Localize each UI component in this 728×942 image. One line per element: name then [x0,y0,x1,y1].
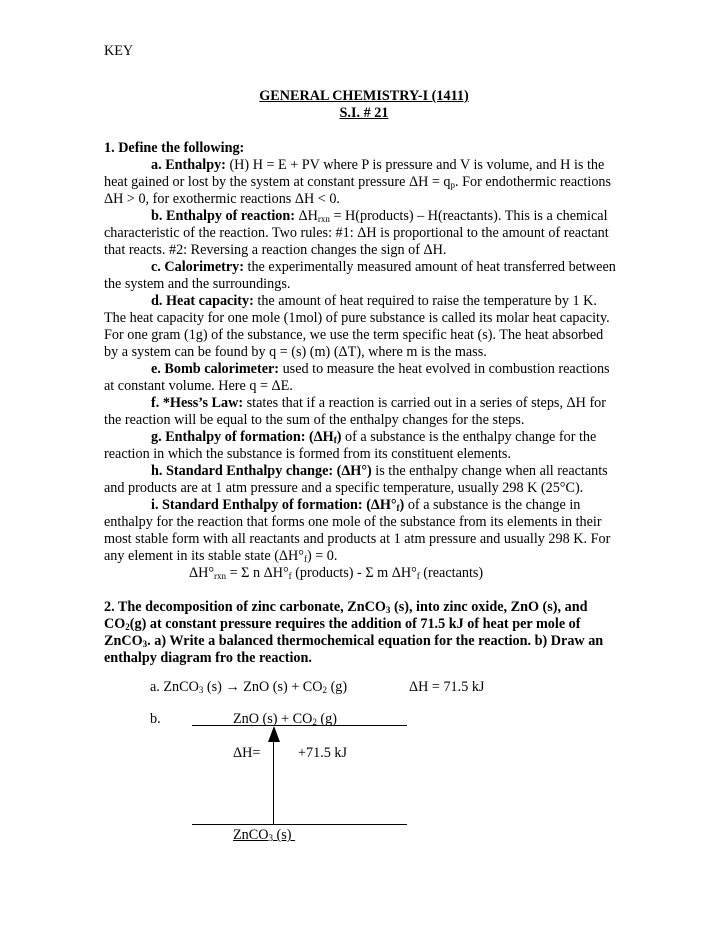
q2-delta-h: ΔH = 71.5 kJ [409,679,485,695]
q2-part-b-label: b. [150,711,161,727]
def-enthalpy-reaction-line2: characteristic of the reaction. Two rules: #1: ΔH is proportional to the amount of reactant [104,225,609,241]
def-enthalpy-line2: heat gained or lost by the system at constant pressure $\Delta H = q_p$. For endothermic reactions [104,174,612,190]
def-bomb-calorimeter-line2: at constant volume. Here q = ΔE. [104,378,293,394]
q2-line4: enthalpy diagram fro the reaction. [104,650,312,666]
def-calorimetry-line2: the system and the surroundings. [104,276,291,292]
diagram-delta-h-label: ΔH= [233,745,261,761]
diagram-delta-h-value: +71.5 kJ [298,745,347,761]
q2-line1: 2. The decomposition of zinc carbonate, ZnCO$_3$ (s), into zinc oxide, ZnO (s), and [104,599,588,615]
def-heat-capacity-line4: by a system can be found by q = (s) (m) (ΔT), where m is the mass. [104,344,487,360]
page-subtitle: S.I. # 21 [339,105,389,121]
def-standard-enthalpy-formation-line3: most stable form with all reactants and products at 1 atm pressure and usually 298 K. For [104,531,611,547]
diagram-bottom-level-label: ZnCO$_3$ (s) [233,827,292,843]
q2-line3: ZnCO$_3$. a) Write a balanced thermochemical equation for the reaction. b) Draw an [104,633,604,649]
def-hess-law-line2: the reaction will be equal to the sum of the enthalpy changes for the steps. [104,412,525,428]
hess-formula: $\Delta H^\circ_{rxn} = \Sigma$ n $\Delta H^\circ_f$ (products) - Σ m $\Delta H^\circ_f$ (reactants) [189,565,484,581]
q2-equation: a. ZnCO$_3$ (s) → ZnO $(s) + CO_2$ (g) [150,679,348,695]
def-standard-enthalpy-formation-line4: any element in its stable state $(\Delta H^\circ_f) = 0$. [104,548,338,564]
diagram-top-level-line [192,725,407,726]
reaction-arrow-icon: → [225,679,240,695]
def-heat-capacity: d. Heat capacity: the amount of heat required to raise the temperature by 1 K. [151,293,597,309]
def-bomb-calorimeter: e. Bomb calorimeter: used to measure the heat evolved in combustion reactions [151,361,610,377]
diagram-top-level-label: ZnO $(s) + CO_2$ (g) [233,711,337,727]
def-heat-capacity-line3: For one gram (1g) of the substance, we use the term specific heat (s). The heat absorbed [104,327,604,343]
q2-line2: $CO_2(g)$ at constant pressure requires the addition of 71.5 kJ of heat per mole of [104,616,581,632]
def-enthalpy-line3: ΔH > 0, for exothermic reactions ΔH < 0. [104,191,340,207]
def-standard-enthalpy-formation: i. Standard Enthalpy of formation: $(\Delta H^\circ_f)$ of a substance is the change in [151,497,581,513]
key-label: KEY [104,43,134,59]
def-enthalpy-reaction-line3: that reacts. #2: Reversing a reaction changes the sign of ΔH. [104,242,447,258]
def-enthalpy-reaction: b. Enthalpy of reaction: $\Delta H_{rxn}$ = H(products) – H(reactants). This is a chemical [151,208,608,224]
def-standard-enthalpy-change-line2: and products are at 1 atm pressure and a specific temperature, usually 298 K (25°C). [104,480,584,496]
def-standard-enthalpy-change: h. Standard Enthalpy change: (ΔH°) is the enthalpy change when all reactants [151,463,608,479]
def-calorimetry: c. Calorimetry: the experimentally measured amount of heat transferred between [151,259,616,275]
def-hess-law: f. *Hess’s Law: states that if a reaction is carried out in a series of steps, ΔH for [151,395,606,411]
def-enthalpy: a. Enthalpy: (H) H = E + PV where P is pressure and V is volume, and H is the [151,157,605,173]
diagram-bottom-level-line [192,824,407,825]
def-enthalpy-formation-line2: reaction in which the substance is formed from its constituent elements. [104,446,511,462]
def-standard-enthalpy-formation-line2: enthalpy for the reaction that forms one mole of the substance from its elements in their [104,514,602,530]
def-enthalpy-formation: g. Enthalpy of formation: $(\Delta H_f)$ of a substance is the enthalpy change for the [151,429,597,445]
diagram-arrow-head-icon [268,726,280,742]
q1-heading: 1. Define the following: [104,140,245,156]
def-heat-capacity-line2: The heat capacity for one mole (1mol) of pure substance is called its molar heat capacity. [104,310,610,326]
diagram-arrow-shaft [273,740,274,824]
page-title: GENERAL CHEMISTRY-I (1411) [259,88,469,104]
